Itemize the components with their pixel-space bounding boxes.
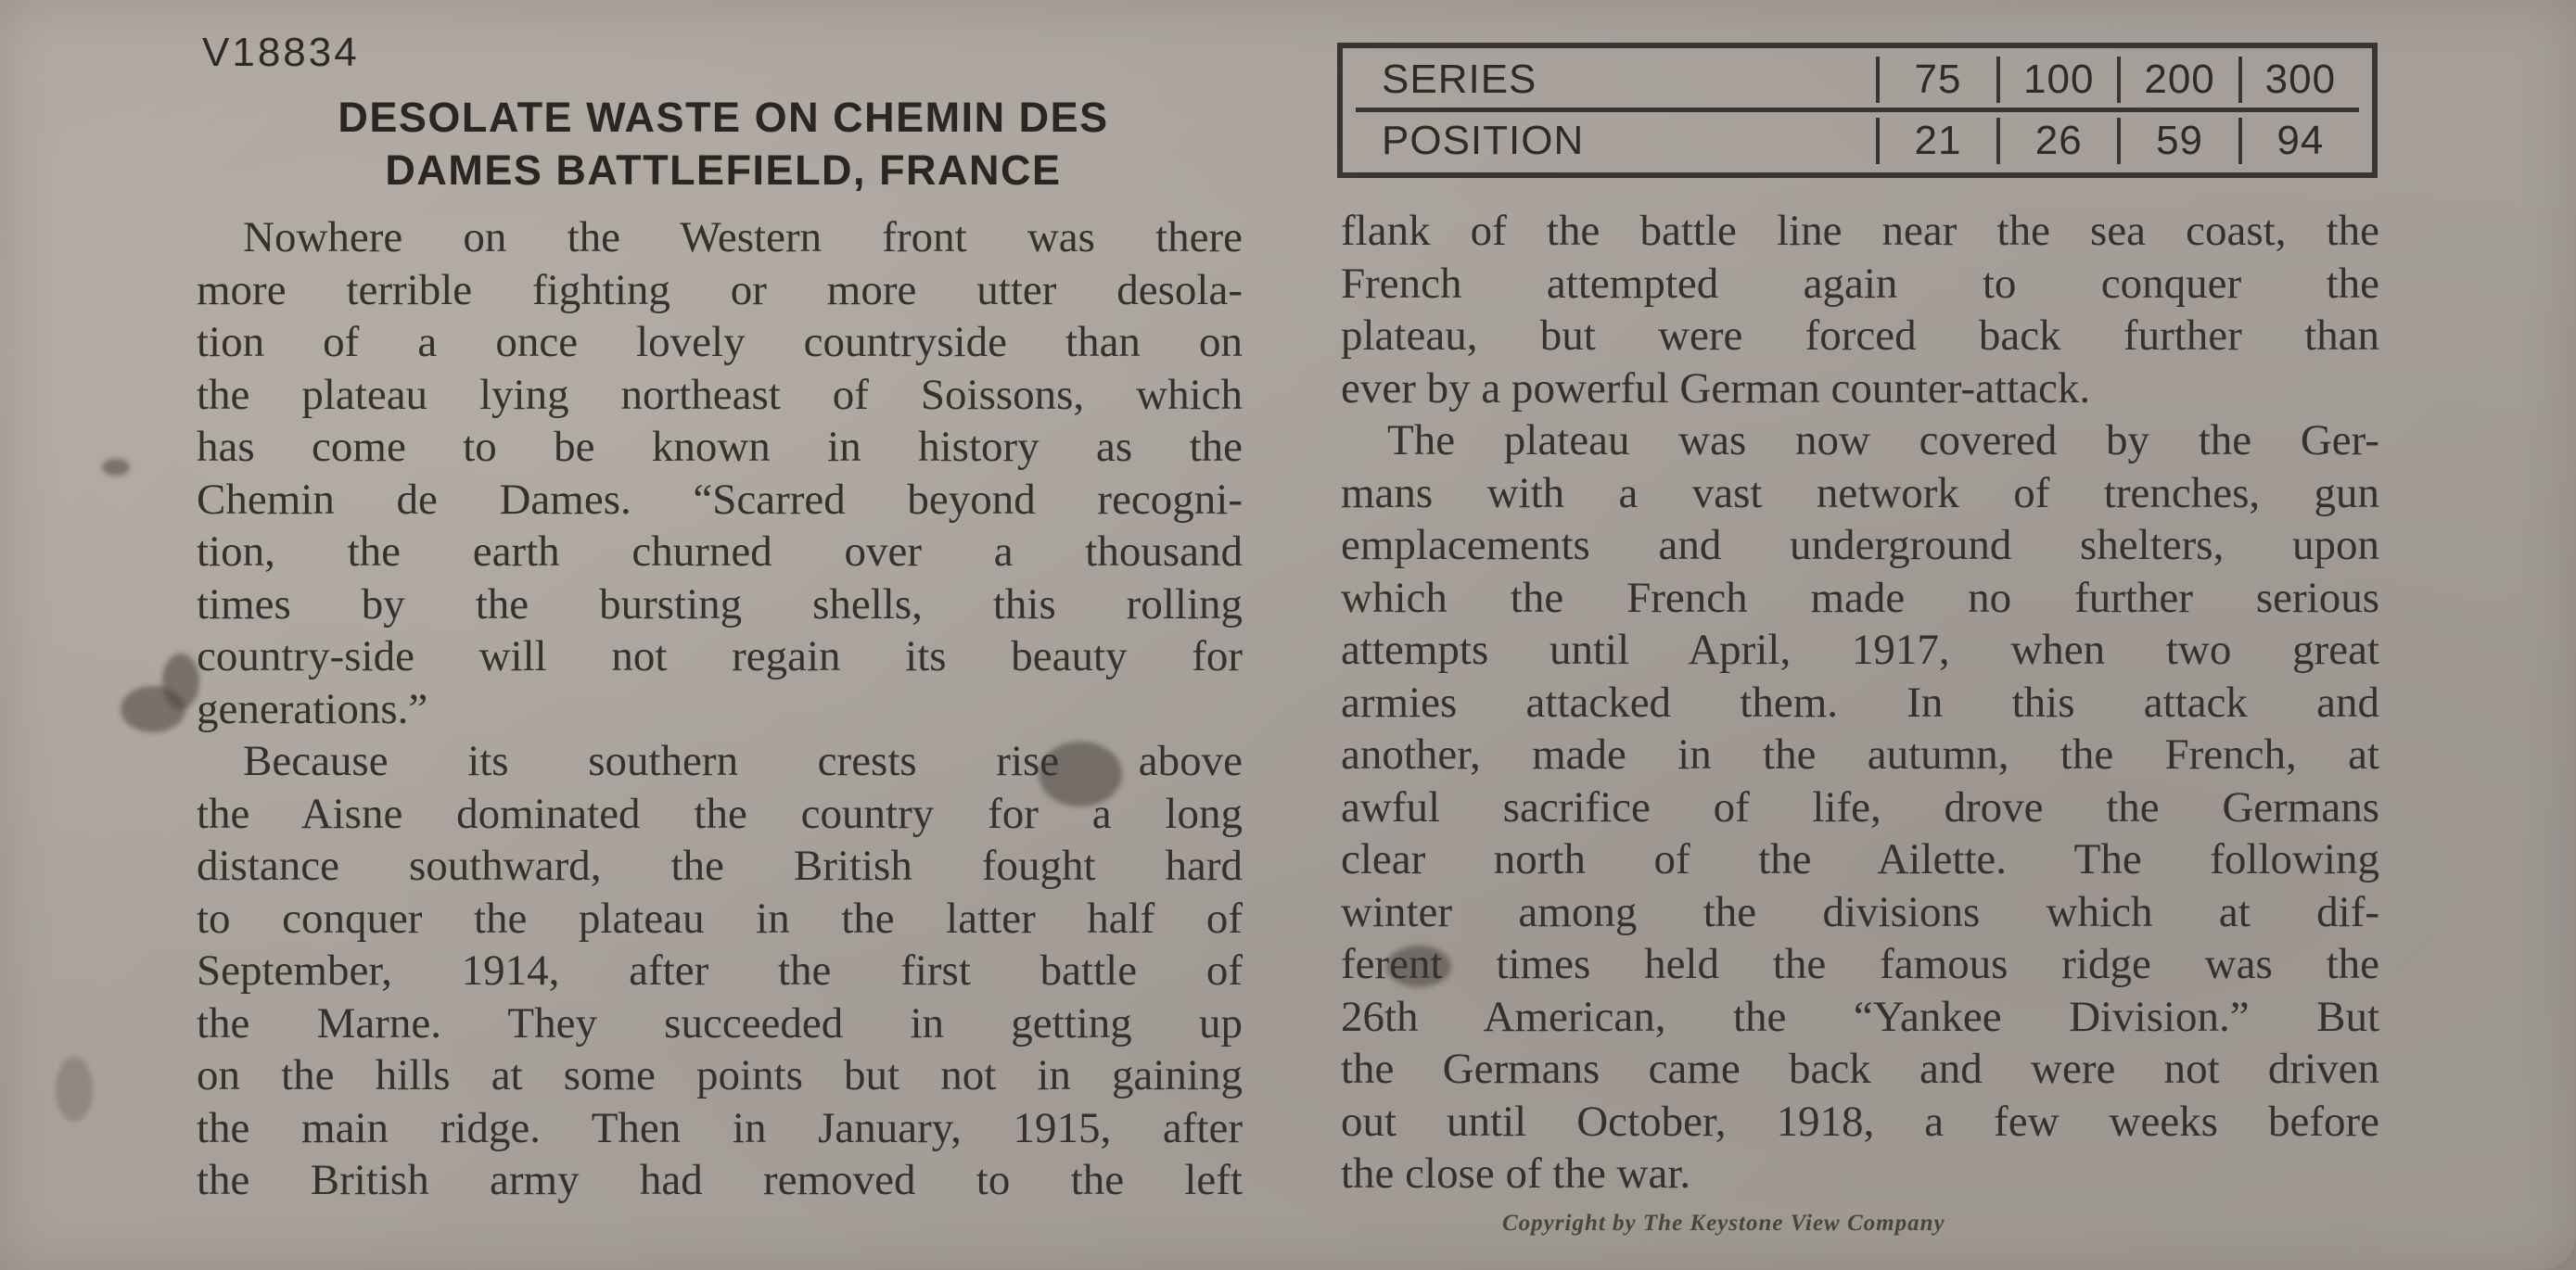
reference-number: V18834 — [202, 30, 360, 75]
text-column-left — [197, 211, 1243, 1207]
text-line: the close of the war. — [1341, 1149, 1691, 1198]
text-line: Because its southern crests rise above — [243, 737, 1243, 785]
text-line: has come to be known in history as the — [197, 423, 1243, 471]
text-line: 26th American, the “Yankee Division.” But — [1341, 992, 2379, 1041]
text-line: awful sacrifice of life, drove the Germans — [1341, 782, 2379, 832]
text-line: the British army had removed to the left — [197, 1156, 1243, 1204]
card-title — [195, 91, 1252, 197]
title-line: DESOLATE WASTE ON CHEMIN DES — [338, 94, 1109, 141]
text-line: times by the bursting shells, this rolling — [197, 579, 1243, 629]
text-line: armies attacked them. In this attack and — [1341, 678, 2379, 727]
series-position-table — [1337, 43, 2378, 178]
text-line: Nowhere on the Western front was there — [243, 213, 1243, 261]
stain-mark — [102, 459, 130, 476]
position-cell: 26 — [1996, 118, 2117, 164]
text-line: Chemin de Dames. “Scarred beyond recogni- — [197, 475, 1243, 524]
text-line: the Marne. They succeeded in getting up — [197, 998, 1243, 1048]
text-line: September, 1914, after the first battle of — [197, 946, 1243, 995]
text-line: attempts until April, 1917, when two great — [1341, 626, 2379, 674]
title-line: DAMES BATTLEFIELD, FRANCE — [385, 146, 1062, 194]
series-row — [1356, 52, 2359, 112]
text-line: on the hills at some points but not in gaining — [197, 1051, 1243, 1099]
series-label: SERIES — [1382, 57, 1537, 102]
text-line: generations.” — [197, 684, 428, 733]
text-line: the plateau lying northeast of Soissons, which — [197, 370, 1243, 419]
text-line: clear north of the Ailette. The following — [1341, 835, 2379, 883]
text-line: tion of a once lovely countryside than on — [197, 318, 1243, 366]
copyright-notice: Copyright by The Keystone View Company — [1502, 1211, 1945, 1236]
text-line: ever by a powerful German counter-attack. — [1341, 363, 2091, 413]
text-line: the Germans came back and were not driven — [1341, 1045, 2379, 1093]
text-line: another, made in the autumn, the French, at — [1341, 730, 2379, 779]
text-line: flank of the battle line near the sea coast, the — [1341, 207, 2379, 255]
position-cell: 59 — [2117, 118, 2238, 164]
position-row — [1356, 113, 2359, 169]
series-cell: 200 — [2117, 57, 2238, 103]
text-line: country-side will not regain its beauty for — [197, 632, 1243, 680]
text-line: distance southward, the British fought hard — [197, 842, 1243, 890]
text-line: tion, the earth churned over a thousand — [197, 527, 1243, 576]
text-line: which the French made no further serious — [1341, 573, 2379, 622]
text-line: emplacements and underground shelters, upon — [1341, 521, 2379, 569]
series-cell: 300 — [2238, 57, 2359, 103]
position-cell: 94 — [2238, 118, 2359, 164]
text-line: winter among the divisions which at dif- — [1341, 887, 2379, 936]
text-column-right — [1341, 205, 2379, 1200]
text-line: to conquer the plateau in the latter half of — [197, 894, 1243, 943]
text-line: plateau, but were forced back further than — [1341, 311, 2379, 360]
stain-mark — [162, 654, 199, 709]
text-line: ferent times held the famous ridge was the — [1341, 940, 2379, 988]
position-cell: 21 — [1876, 118, 1996, 164]
text-line: the main ridge. Then in January, 1915, after — [197, 1103, 1243, 1152]
series-cell: 75 — [1876, 57, 1996, 103]
stain-mark — [56, 1057, 93, 1122]
series-cell: 100 — [1996, 57, 2117, 103]
text-line: mans with a vast network of trenches, gun — [1341, 468, 2379, 517]
text-line: out until October, 1918, a few weeks before — [1341, 1097, 2379, 1146]
text-line: French attempted again to conquer the — [1341, 259, 2379, 308]
text-line: the Aisne dominated the country for a long — [197, 789, 1243, 838]
text-line: The plateau was now covered by the Ger- — [1387, 416, 2379, 464]
position-label: POSITION — [1382, 118, 1585, 163]
text-line: more terrible fighting or more utter desola- — [197, 265, 1243, 314]
